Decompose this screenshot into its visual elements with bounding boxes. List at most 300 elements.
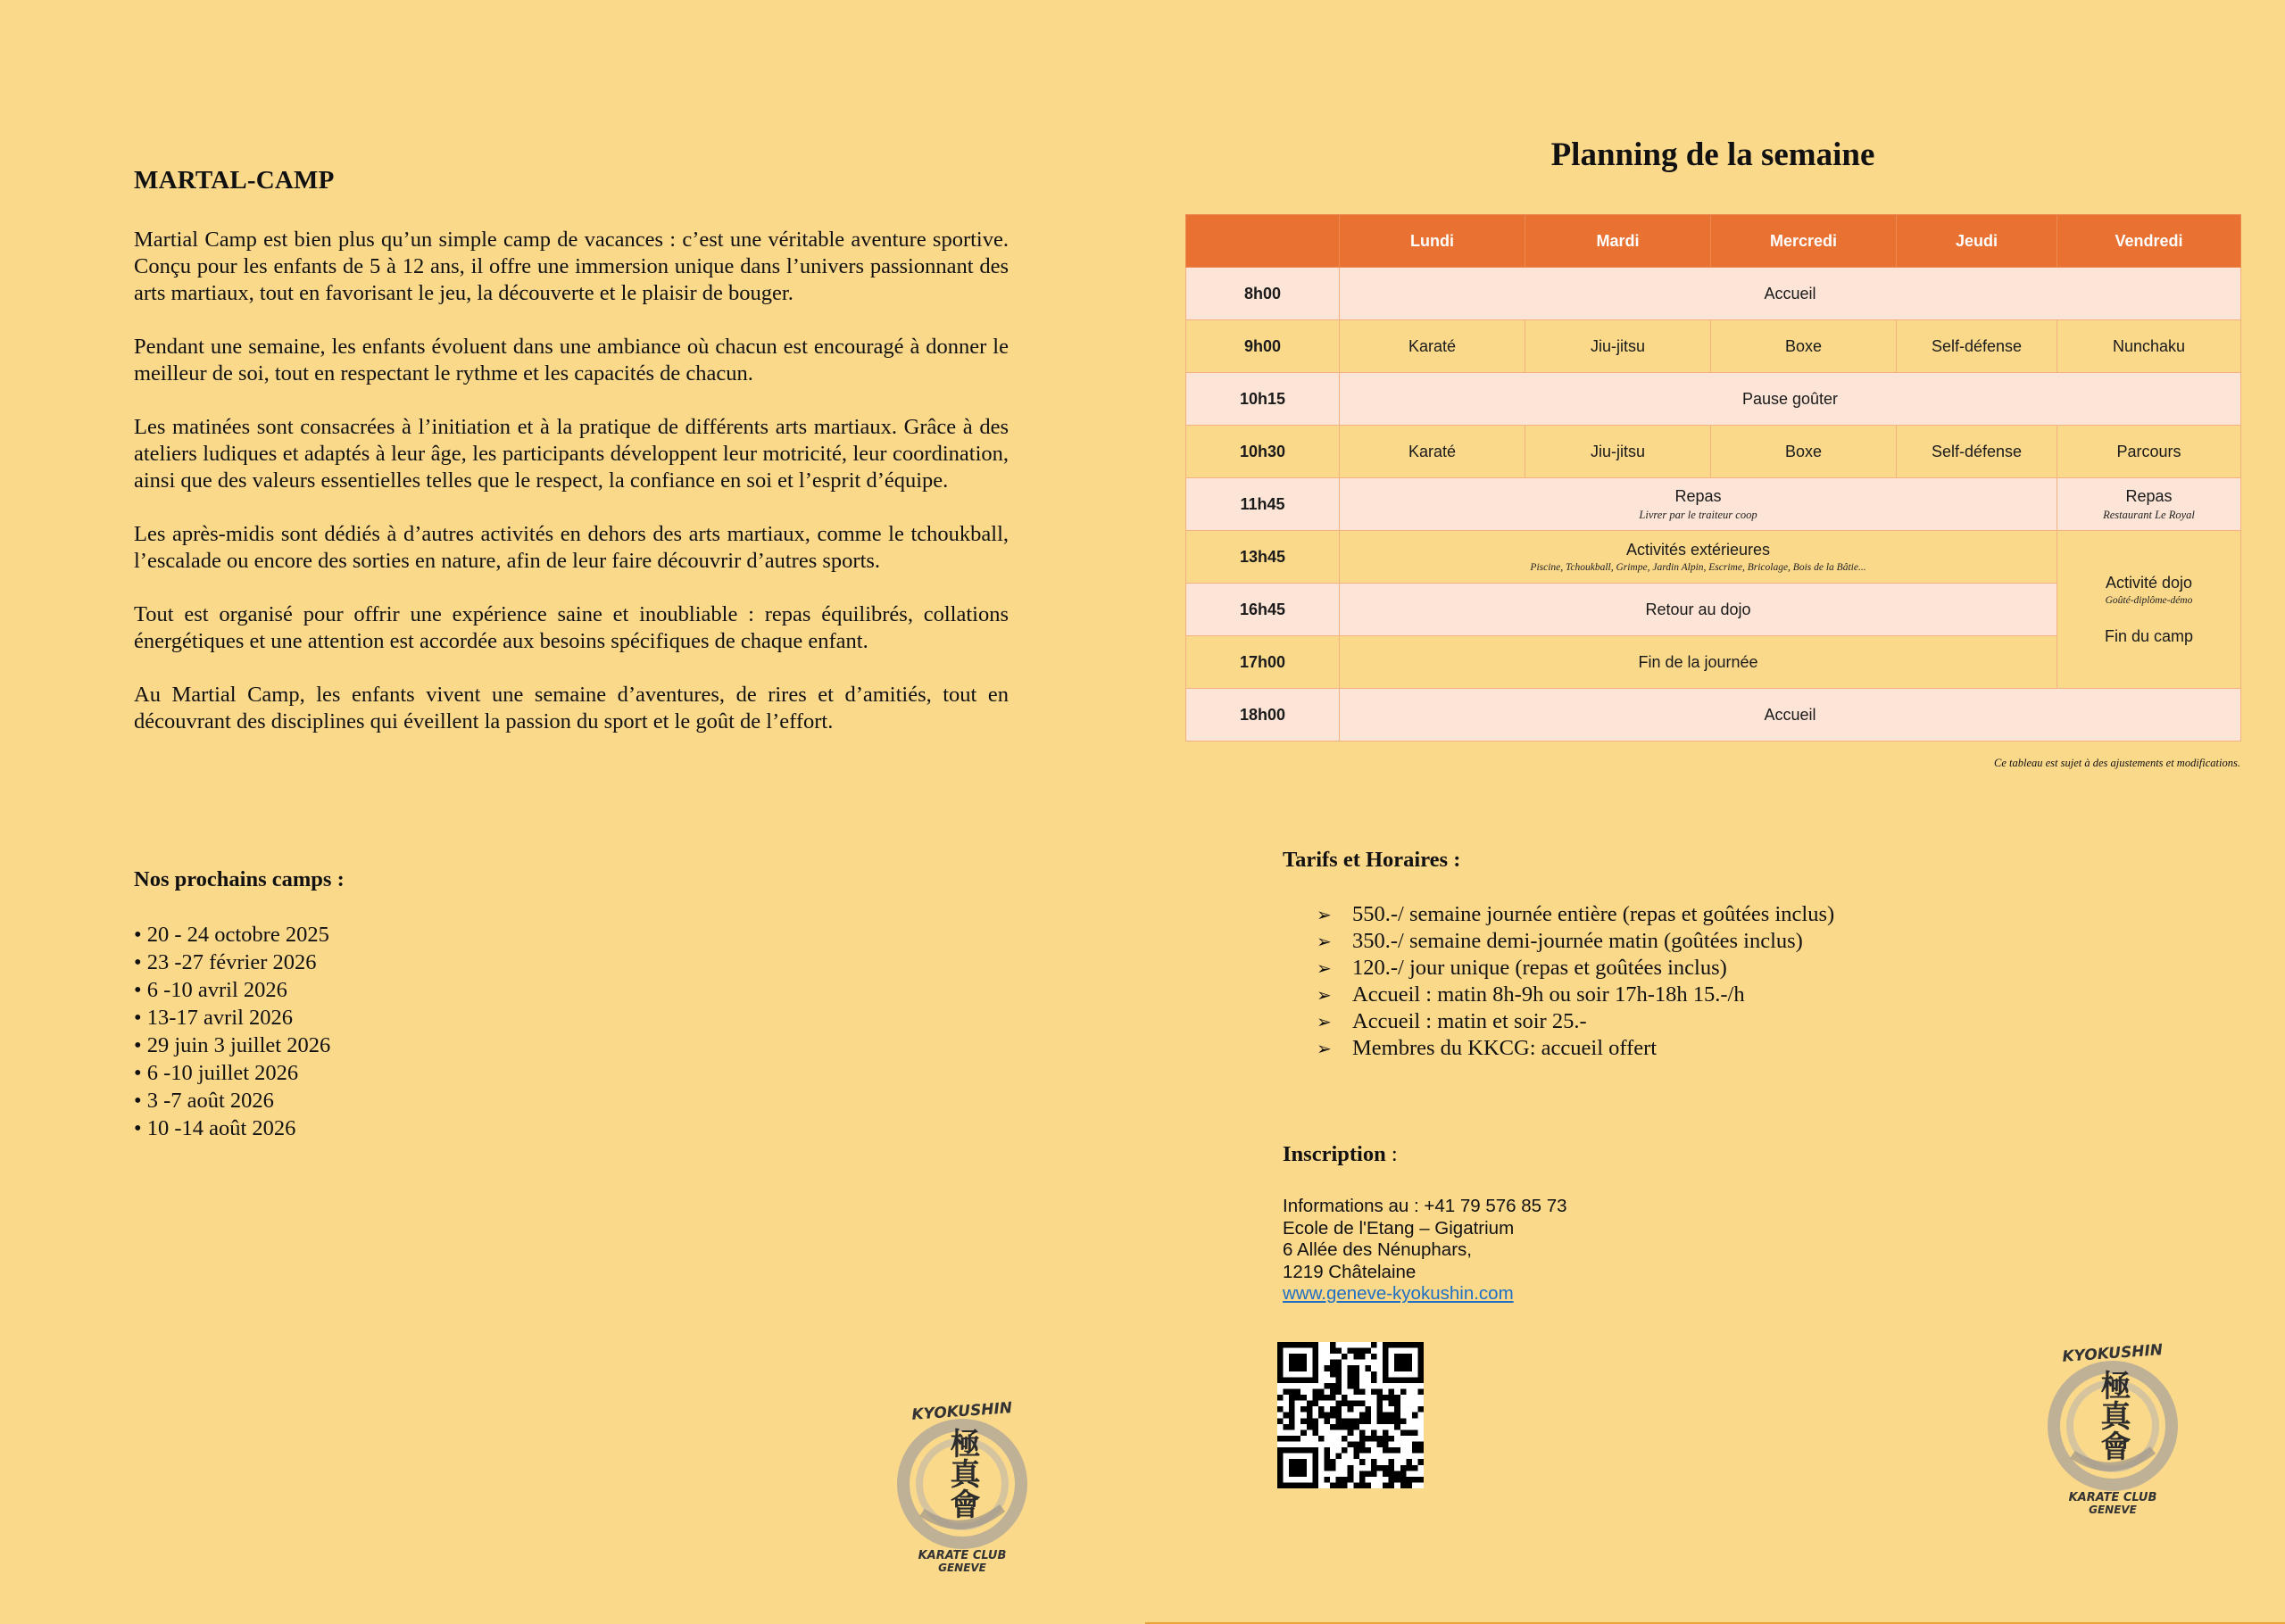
qr-module (1417, 1447, 1424, 1454)
qr-module (1324, 1465, 1330, 1471)
qr-module (1371, 1429, 1377, 1436)
qr-module (1394, 1413, 1400, 1419)
qr-module (1359, 1471, 1366, 1477)
qr-module (1295, 1436, 1301, 1442)
qr-module (1348, 1365, 1354, 1371)
tarif-item (1317, 928, 1834, 955)
camp-title: MARTAL-CAMP (134, 166, 335, 195)
qr-module (1383, 1482, 1389, 1488)
qr-module (1324, 1454, 1330, 1460)
qr-module (1336, 1477, 1342, 1483)
qr-module (1307, 1418, 1313, 1424)
time-cell: 10h15 (1186, 373, 1340, 426)
activity-cell: Self-défense (1897, 320, 2057, 373)
qr-module (1330, 1388, 1336, 1395)
qr-module (1330, 1371, 1336, 1378)
qr-module (1359, 1354, 1366, 1360)
qr-module (1417, 1459, 1424, 1465)
qr-module (1289, 1459, 1307, 1477)
activity-note: Goûté-diplôme-démo (2105, 594, 2193, 606)
qr-module (1289, 1395, 1295, 1401)
next-camps-title: Nos prochains camps : (134, 867, 345, 891)
qr-module (1365, 1471, 1371, 1477)
logo-bottom-text: KARATE CLUB (2068, 1491, 2157, 1504)
qr-module (1359, 1418, 1366, 1424)
qr-module (1342, 1418, 1348, 1424)
qr-code[interactable] (1277, 1342, 1424, 1488)
logo-kanji: 極真會 (944, 1428, 980, 1519)
logo-top-text: KYOKUSHIN (910, 1399, 1013, 1424)
qr-module (1300, 1395, 1307, 1401)
qr-module (1371, 1471, 1377, 1477)
activity-cell: Boxe (1711, 426, 1897, 478)
qr-module (1406, 1465, 1412, 1471)
qr-module (1324, 1447, 1330, 1454)
qr-module (1277, 1406, 1284, 1413)
logo-top-text: KYOKUSHIN (2061, 1341, 2164, 1366)
qr-module (1348, 1418, 1354, 1424)
qr-module (1365, 1365, 1371, 1371)
qr-module (1394, 1418, 1400, 1424)
qr-module (1389, 1459, 1395, 1465)
qr-module (1365, 1482, 1371, 1488)
qr-module (1330, 1360, 1336, 1366)
qr-module (1330, 1365, 1336, 1371)
qr-module (1377, 1406, 1383, 1413)
time-cell: 11h45 (1186, 478, 1340, 531)
activity-cell: Fin de la journée (1340, 636, 2057, 689)
qr-module (1277, 1395, 1284, 1401)
schedule-row (1186, 373, 2241, 426)
qr-module (1348, 1406, 1354, 1413)
qr-module (1312, 1424, 1318, 1430)
qr-module (1324, 1395, 1330, 1401)
kyokushin-logo-icon (2037, 1330, 2189, 1517)
tarif-text: 350.-/ semaine demi-journée matin (goûtées inclus) (1352, 929, 1803, 953)
intro-paragraph: Les après-midis sont dédiés à d’autres activités en dehors des arts martiaux, comme le tchoukball, l’escalade ou encore des sorties en nature, afin de leur faire découvrir d’autres sports. (134, 522, 1009, 573)
qr-module (1359, 1477, 1366, 1483)
schedule-row (1186, 478, 2241, 531)
activity-label: Activités extérieures (1625, 541, 1771, 559)
intro-paragraph: Au Martial Camp, les enfants vivent une semaine d’aventures, de rires et d’amitiés, tout en découvrant des disciplines qui éveillent la passion du sport et le goût de l’effort. (134, 683, 1009, 733)
tarif-item (1317, 901, 1834, 928)
qr-module (1400, 1482, 1407, 1488)
qr-module (1336, 1388, 1342, 1395)
qr-module (1394, 1406, 1400, 1413)
qr-module (1289, 1424, 1295, 1430)
qr-module (1336, 1401, 1342, 1407)
table-footnote: Ce tableau est sujet à des ajustements et modifications. (1993, 757, 2240, 769)
qr-module (1394, 1395, 1400, 1401)
qr-module (1300, 1429, 1307, 1436)
qr-module (1389, 1388, 1395, 1395)
tarif-item (1317, 982, 1834, 1008)
qr-module (1307, 1406, 1313, 1413)
qr-module (1353, 1442, 1359, 1448)
qr-module (1389, 1465, 1395, 1471)
qr-module (1377, 1436, 1383, 1442)
qr-module (1307, 1401, 1313, 1407)
activity-cell: Parcours (2057, 426, 2241, 478)
qr-module (1312, 1401, 1318, 1407)
qr-module (1336, 1413, 1342, 1419)
qr-module (1359, 1348, 1366, 1355)
qr-module (1336, 1424, 1342, 1430)
camp-date-item: • 6 -10 avril 2026 (134, 976, 345, 1004)
qr-module (1359, 1447, 1366, 1454)
qr-module (1348, 1371, 1354, 1378)
arrow-bullet-icon: ➢ (1317, 931, 1332, 952)
qr-module (1318, 1436, 1325, 1442)
activity-label: Activité dojo (2105, 573, 2193, 592)
qr-module (1342, 1436, 1348, 1442)
activity-cell: Jiu-jitsu (1525, 320, 1711, 373)
qr-module (1324, 1413, 1330, 1419)
qr-module (1400, 1471, 1407, 1477)
qr-module (1336, 1371, 1342, 1378)
qr-module (1400, 1388, 1407, 1395)
qr-module (1284, 1436, 1290, 1442)
logo-city-text: GENEVE (2089, 1504, 2137, 1516)
qr-module (1365, 1406, 1371, 1413)
qr-module (1295, 1395, 1301, 1401)
qr-module (1377, 1413, 1383, 1419)
contact-school: Ecole de l'Etang – Gigatrium (1283, 1217, 1515, 1239)
time-cell: 9h00 (1186, 320, 1340, 373)
arrow-bullet-icon: ➢ (1317, 904, 1332, 925)
kyokushin-logo-icon (886, 1388, 1038, 1575)
friday-afternoon-cell (2057, 531, 2241, 689)
intro-paragraph: Martial Camp est bien plus qu’un simple camp de vacances : c’est une véritable aventure sportive. Conçu pour les enfants de 5 à 12 ans, il offre une immersion unique dans l’univers passionnant des arts martiaux, tout en favorisant le jeu, la découverte et le plaisir de bouger. (134, 228, 1009, 305)
qr-module (1383, 1442, 1389, 1448)
intro-paragraph: Pendant une semaine, les enfants évoluent dans une ambiance où chacun est encouragé à donner le meilleur de soi, tout en respectant le rythme et les capacités de chacun. (134, 335, 1009, 385)
qr-module (1353, 1454, 1359, 1460)
qr-module (1289, 1436, 1295, 1442)
logo-city-text: GENEVE (938, 1562, 986, 1574)
qr-module (1330, 1413, 1336, 1419)
qr-module (1353, 1348, 1359, 1355)
qr-module (1383, 1471, 1389, 1477)
qr-module (1336, 1360, 1342, 1366)
kyokushin-logo (2037, 1330, 2189, 1517)
qr-module (1289, 1418, 1295, 1424)
qr-module (1284, 1388, 1290, 1395)
qr-module (1342, 1354, 1348, 1360)
kyokushin-logo (886, 1388, 1038, 1575)
qr-module (1330, 1406, 1336, 1413)
qr-module (1371, 1354, 1377, 1360)
qr-module (1336, 1454, 1342, 1460)
qr-module (1353, 1354, 1359, 1360)
tarif-text: Membres du KKCG: accueil offert (1352, 1036, 1658, 1060)
activity-cell: Accueil (1340, 689, 2241, 742)
qr-module (1342, 1395, 1348, 1401)
qr-module (1377, 1442, 1383, 1448)
qr-module (1400, 1477, 1407, 1483)
qr-module (1318, 1388, 1325, 1395)
tarif-text: Accueil : matin et soir 25.- (1352, 1009, 1587, 1033)
qr-module (1417, 1388, 1424, 1395)
qr-module (1353, 1418, 1359, 1424)
camp-date-item: • 10 -14 août 2026 (134, 1114, 345, 1142)
qr-module (1342, 1477, 1348, 1483)
schedule-row (1186, 320, 2241, 373)
qr-module (1284, 1413, 1290, 1419)
inscription-title (1283, 1142, 1398, 1167)
header-day: Jeudi (1897, 215, 2057, 268)
qr-module (1417, 1442, 1424, 1448)
arrow-bullet-icon: ➢ (1317, 984, 1332, 1006)
schedule-row (1186, 689, 2241, 742)
time-cell: 16h45 (1186, 584, 1340, 636)
qr-module (1342, 1401, 1348, 1407)
schedule-row (1186, 268, 2241, 320)
activity-cell: Karaté (1340, 426, 1525, 478)
qr-module (1330, 1395, 1336, 1401)
inscription-title-text: Inscription (1283, 1142, 1386, 1166)
qr-module (1377, 1401, 1383, 1407)
schedule-table (1185, 214, 2241, 742)
qr-module (1412, 1465, 1418, 1471)
planning-title: Planning de la semaine (1550, 137, 1875, 173)
qr-module (1353, 1383, 1359, 1389)
tarif-text: 550.-/ semaine journée entière (repas et goûtées inclus) (1352, 902, 1835, 926)
qr-module (1353, 1482, 1359, 1488)
intro-paragraph: Tout est organisé pour offrir une expérience saine et inoubliable : repas équilibrés, collations énergétiques et une attention est accordée aux besoins spécifiques de chaque enfant. (134, 602, 1009, 653)
contact-city: 1219 Châtelaine (1283, 1261, 1417, 1282)
activity-cell (2057, 478, 2241, 531)
tarif-item (1317, 1035, 1834, 1062)
qr-module (1394, 1401, 1400, 1407)
activity-cell: Jiu-jitsu (1525, 426, 1711, 478)
qr-module (1330, 1348, 1336, 1355)
qr-module (1359, 1459, 1366, 1465)
qr-code-icon (1277, 1342, 1424, 1488)
qr-module (1371, 1388, 1377, 1395)
qr-module (1394, 1477, 1400, 1483)
qr-module (1312, 1388, 1318, 1395)
qr-module (1417, 1477, 1424, 1483)
qr-module (1412, 1477, 1418, 1483)
camp-date-item: • 13-17 avril 2026 (134, 1004, 345, 1032)
qr-module (1318, 1406, 1325, 1413)
activity-cell (1340, 531, 2057, 584)
qr-module (1324, 1477, 1330, 1483)
header-day: Mercredi (1711, 215, 1897, 268)
contact-street: 6 Allée des Nénuphars, (1283, 1239, 1472, 1260)
qr-module (1394, 1424, 1400, 1430)
qr-module (1324, 1383, 1330, 1389)
activity-note: Piscine, Tchoukball, Grimpe, Jardin Alpin, Escrime, Bricolage, Bois de la Bâtie... (1530, 562, 1866, 573)
activity-cell: Boxe (1711, 320, 1897, 373)
next-camps-list (134, 921, 345, 1142)
qr-module (1383, 1429, 1389, 1436)
qr-module (1277, 1418, 1284, 1424)
qr-module (1307, 1424, 1313, 1430)
qr-module (1336, 1348, 1342, 1355)
qr-module (1417, 1406, 1424, 1413)
header-empty-cell (1186, 215, 1340, 268)
qr-module (1307, 1413, 1313, 1419)
qr-module (1330, 1342, 1336, 1348)
qr-module (1330, 1383, 1336, 1389)
time-cell: 8h00 (1186, 268, 1340, 320)
qr-module (1342, 1482, 1348, 1488)
qr-module (1389, 1471, 1395, 1477)
qr-module (1359, 1429, 1366, 1436)
arrow-bullet-icon: ➢ (1317, 957, 1332, 979)
qr-module (1324, 1418, 1330, 1424)
qr-module (1371, 1377, 1377, 1383)
schedule-header-row (1186, 215, 2241, 268)
qr-module (1400, 1418, 1407, 1424)
tarif-item (1317, 955, 1834, 982)
qr-module (1289, 1388, 1295, 1395)
time-cell: 18h00 (1186, 689, 1340, 742)
qr-module (1348, 1383, 1354, 1389)
activity-cell: Nunchaku (2057, 320, 2241, 373)
qr-module (1342, 1447, 1348, 1454)
qr-module (1394, 1471, 1400, 1477)
qr-module (1365, 1447, 1371, 1454)
qr-module (1389, 1413, 1395, 1419)
qr-module (1342, 1424, 1348, 1430)
activity-cell: Self-défense (1897, 426, 2057, 478)
qr-module (1359, 1482, 1366, 1488)
qr-module (1324, 1459, 1330, 1465)
qr-module (1377, 1388, 1383, 1395)
activity-label: Repas (1674, 486, 1722, 505)
qr-module (1365, 1418, 1371, 1424)
qr-module (1336, 1406, 1342, 1413)
qr-module (1365, 1348, 1371, 1355)
qr-module (1394, 1447, 1400, 1454)
qr-module (1289, 1354, 1307, 1371)
tarif-text: 120.-/ jour unique (repas et goûtées inclus) (1352, 956, 1727, 980)
qr-module (1312, 1429, 1318, 1436)
qr-module (1300, 1406, 1307, 1413)
qr-module (1383, 1418, 1389, 1424)
intro-paragraph: Les matinées sont consacrées à l’initiation et à la pratique de différents arts martiaux. Grâce à des ateliers ludiques et adaptés à leur âge, les participants développent leur motricité, leur coordination, ainsi que des valeurs essentielles telles que le respect, la confiance en soi et l’esprit d’équipe. (134, 415, 1009, 493)
qr-module (1412, 1429, 1418, 1436)
time-cell: 17h00 (1186, 636, 1340, 689)
qr-module (1330, 1459, 1336, 1465)
qr-module (1318, 1395, 1325, 1401)
qr-module (1377, 1395, 1383, 1401)
activity-note: Livrer par le traiteur coop (1639, 508, 1757, 521)
qr-module (1348, 1377, 1354, 1383)
qr-module (1330, 1424, 1336, 1430)
contact-block (1283, 1196, 1567, 1305)
qr-module (1383, 1413, 1389, 1419)
qr-module (1348, 1471, 1354, 1477)
qr-module (1359, 1388, 1366, 1395)
qr-module (1318, 1413, 1325, 1419)
tarif-text: Accueil : matin 8h-9h ou soir 17h-18h 15.-/h (1352, 982, 1745, 1007)
qr-module (1406, 1429, 1412, 1436)
tarifs-title: Tarifs et Horaires : (1283, 848, 1461, 872)
time-cell: 13h45 (1186, 531, 1340, 584)
qr-module (1312, 1395, 1318, 1401)
qr-module (1389, 1418, 1395, 1424)
qr-module (1348, 1465, 1354, 1471)
qr-module (1348, 1348, 1354, 1355)
qr-module (1359, 1401, 1366, 1407)
arrow-bullet-icon: ➢ (1317, 1011, 1332, 1032)
inscription-title-suffix: : (1385, 1142, 1398, 1166)
activity-cell: Accueil (1340, 268, 2241, 320)
qr-module (1348, 1401, 1354, 1407)
qr-module (1400, 1465, 1407, 1471)
qr-module (1406, 1459, 1412, 1465)
qr-module (1394, 1354, 1412, 1371)
qr-module (1383, 1447, 1389, 1454)
qr-module (1348, 1424, 1354, 1430)
tarifs-list (1317, 901, 1834, 1062)
qr-module (1359, 1442, 1366, 1448)
camp-date-item: • 29 juin 3 juillet 2026 (134, 1032, 345, 1059)
time-cell: 10h30 (1186, 426, 1340, 478)
qr-module (1353, 1365, 1359, 1371)
qr-module (1330, 1465, 1336, 1471)
camp-date-item: • 6 -10 juillet 2026 (134, 1059, 345, 1087)
activity-cell: Retour au dojo (1340, 584, 2057, 636)
qr-module (1353, 1388, 1359, 1395)
activity-note: Restaurant Le Royal (2103, 508, 2195, 521)
activity-label: Repas (2125, 486, 2173, 505)
qr-module (1389, 1477, 1395, 1483)
intro-text (134, 227, 1009, 762)
activity-cell (1340, 478, 2057, 531)
qr-module (1324, 1365, 1330, 1371)
qr-module (1336, 1383, 1342, 1389)
qr-module (1336, 1418, 1342, 1424)
website-link[interactable]: www.geneve-kyokushin.com (1283, 1283, 1514, 1304)
qr-module (1406, 1477, 1412, 1483)
qr-module (1371, 1459, 1377, 1465)
qr-module (1277, 1436, 1284, 1442)
qr-module (1353, 1401, 1359, 1407)
qr-module (1300, 1418, 1307, 1424)
activity-cell: Karaté (1340, 320, 1525, 373)
qr-module (1312, 1418, 1318, 1424)
header-day: Mardi (1525, 215, 1711, 268)
qr-module (1371, 1436, 1377, 1442)
schedule-row (1186, 531, 2241, 584)
qr-module (1336, 1365, 1342, 1371)
qr-module (1389, 1447, 1395, 1454)
qr-module (1371, 1342, 1377, 1348)
qr-module (1377, 1418, 1383, 1424)
qr-module (1400, 1429, 1407, 1436)
qr-module (1295, 1388, 1301, 1395)
logo-bottom-text: KARATE CLUB (918, 1549, 1007, 1562)
schedule-row (1186, 426, 2241, 478)
header-day: Vendredi (2057, 215, 2241, 268)
qr-module (1365, 1436, 1371, 1442)
qr-module (1412, 1442, 1418, 1448)
qr-module (1353, 1424, 1359, 1430)
qr-module (1365, 1413, 1371, 1419)
camp-date-item: • 20 - 24 octobre 2025 (134, 921, 345, 949)
qr-module (1353, 1447, 1359, 1454)
qr-module (1389, 1436, 1395, 1442)
qr-module (1406, 1482, 1412, 1488)
qr-module (1336, 1377, 1342, 1383)
camp-date-item: • 3 -7 août 2026 (134, 1087, 345, 1114)
qr-module (1389, 1482, 1395, 1488)
qr-module (1371, 1371, 1377, 1378)
